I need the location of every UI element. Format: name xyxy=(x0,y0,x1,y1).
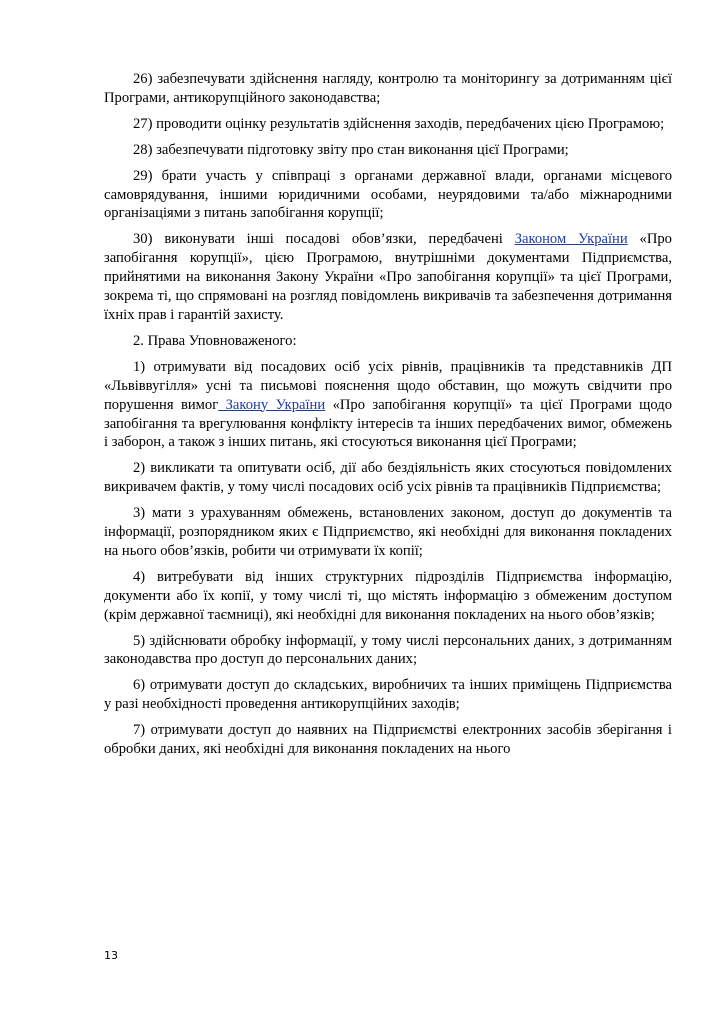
rights-item-4: 4) витребувати від інших структурних підрозділів Підприємства інформацію, документи або їх копії, у тому числі ті, що містять інформацію з обмеженим доступом (крім державної таємниці), які необхідні для виконання покладених на нього обов’язків; xyxy=(104,568,672,623)
paragraph-item-28: 28) забезпечувати підготовку звіту про стан виконання цієї Програми; xyxy=(133,141,569,158)
paragraph-text: «Про запобігання корупції» та цієї Програми щодо запобігання та врегулювання конфлікту інтересів та інших передбачених вимог, обмежень і заборон, а також з інших питань, які стосуються виконання цієї Програми; xyxy=(104,396,672,451)
paragraph-item-26: 26) забезпечувати здійснення нагляду, контролю та моніторингу за дотриманням цієї Програми, антикорупційного законодавства; xyxy=(104,71,672,106)
document-body xyxy=(104,70,672,766)
rights-item-7: 7) отримувати доступ до наявних на Підприємстві електронних засобів зберігання і обробки даних, які необхідні для виконання покладених на нього xyxy=(104,722,672,758)
paragraph-text: 1) отримувати від посадових осіб усіх рівнів, працівників та представників ДП «Львіввугілля» усні та письмові пояснення щодо обставин, що можуть свідчити про порушення вимог xyxy=(104,358,672,413)
paragraph-item-29: 29) брати участь у співпраці з органами державної влади, органами місцевого самоврядування, іншими юридичними особами, неурядовими та/або міжнародними організаціями з питань запобігання корупції; xyxy=(104,167,672,222)
paragraph-text: «Про запобігання корупції», цією Програмою, внутрішніми документами Підприємства, прийнятими на виконання Закону України «Про запобігання корупції» та цієї Програми, зокрема ті, що спрямовані на розгляд повідомлень викривачів та забезпечення дотримання їхніх прав і гарантій захисту. xyxy=(104,231,672,323)
law-link[interactable]: Законом України xyxy=(514,231,628,248)
section-heading: 2. Права Уповноваженого: xyxy=(133,332,297,349)
paragraph-text: 30) виконувати інші посадові обов’язки, передбачені xyxy=(133,231,515,248)
rights-item-5: 5) здійснювати обробку інформації, у тому числі персональних даних, з дотриманням законодавства про доступ до персональних даних; xyxy=(104,632,672,668)
law-link[interactable]: Закону України xyxy=(218,396,326,413)
paragraph-item-30 xyxy=(104,230,672,325)
rights-item-2: 2) викликати та опитувати осіб, дії або бездіяльність яких стосуються повідомлених викривачем фактів, у тому числі посадових осіб усіх рівнів та працівників Підприємства; xyxy=(104,460,672,496)
page-number: 13 xyxy=(104,949,118,962)
rights-item-3: 3) мати з урахуванням обмежень, встановлених законом, доступ до документів та інформації, розпорядником яких є Підприємство, які необхідні для виконання покладених на нього обов’язків, робити чи отримувати їх копії; xyxy=(104,505,672,559)
rights-item-1 xyxy=(104,358,672,453)
paragraph-item-27: 27) проводити оцінку результатів здійснення заходів, передбачених цією Програмою; xyxy=(133,115,665,132)
rights-item-6: 6) отримувати доступ до складських, виробничих та інших приміщень Підприємства у разі необхідності проведення антикорупційних заходів; xyxy=(104,677,672,713)
